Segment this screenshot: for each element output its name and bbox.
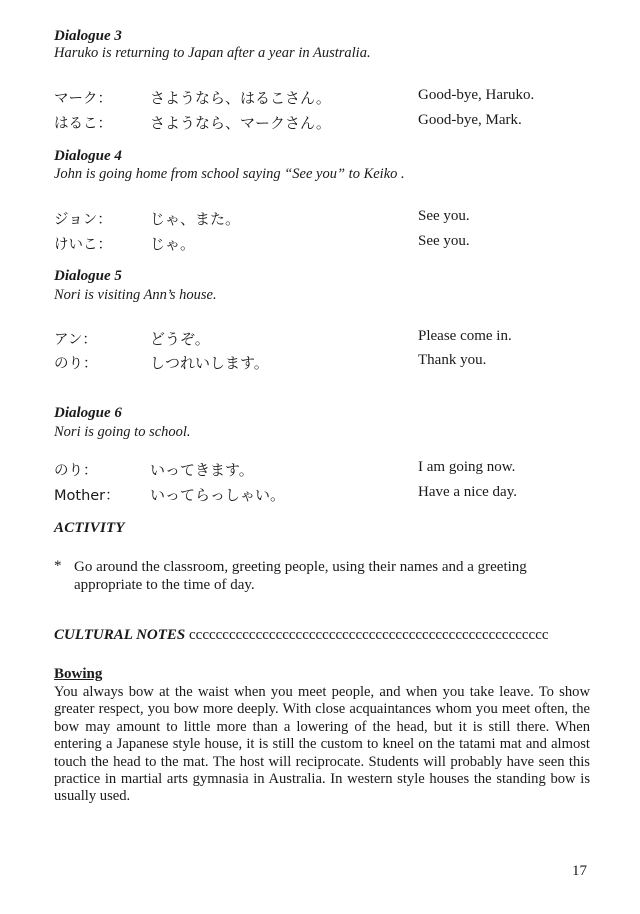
dialogue-6-subtitle: Nori is going to school. bbox=[54, 424, 191, 440]
dialogue-5-subtitle: Nori is visiting Ann’s house. bbox=[54, 287, 217, 303]
dialogue-3-line-1-speaker: マーク： bbox=[54, 91, 112, 107]
dialogue-4-line-1-speaker: ジョン： bbox=[54, 212, 112, 228]
dialogue-5-line-1-japanese: どうぞ。 bbox=[150, 330, 210, 348]
dialogue-5-line-2-speaker: のり： bbox=[54, 356, 98, 372]
cultural-notes-heading: CULTURAL NOTES bbox=[54, 627, 186, 643]
dialogue-4-line-2-japanese: じゃ。 bbox=[150, 235, 196, 253]
dialogue-3-line-2-english: Good-bye, Mark. bbox=[418, 112, 522, 128]
cultural-notes-line bbox=[54, 627, 549, 644]
activity-bullet: * bbox=[54, 558, 62, 574]
dialogue-6-line-1-speaker: のり： bbox=[54, 463, 98, 479]
dialogue-5-title: Dialogue 5 bbox=[54, 268, 122, 284]
bowing-heading: Bowing bbox=[54, 666, 103, 682]
dialogue-4-subtitle: John is going home from school saying “See you” to Keiko . bbox=[54, 166, 405, 182]
dialogue-5-line-1-english: Please come in. bbox=[418, 328, 512, 344]
dialogue-6-line-2-japanese: いってらっしゃい。 bbox=[150, 486, 286, 504]
activity-instruction: Go around the classroom, greeting people, using their names and a greeting appropriate to the time of day. bbox=[74, 559, 527, 593]
dialogue-3-line-1-japanese: さようなら、はるこさん。 bbox=[150, 89, 331, 107]
dialogue-3-line-2-japanese: さようなら、マークさん。 bbox=[150, 114, 331, 132]
dialogue-6-line-1-english: I am going now. bbox=[418, 459, 516, 475]
dialogue-6-title: Dialogue 6 bbox=[54, 405, 122, 421]
cultural-notes-trail: cccccccccccccccccccccccccccccccccccccccccccccccccccccc bbox=[189, 627, 549, 643]
dialogue-3-title: Dialogue 3 bbox=[54, 28, 122, 44]
dialogue-4-line-1-english: See you. bbox=[418, 208, 470, 224]
activity-heading: ACTIVITY bbox=[54, 520, 125, 536]
dialogue-4-line-2-speaker: けいこ： bbox=[54, 237, 112, 253]
dialogue-3-subtitle: Haruko is returning to Japan after a year in Australia. bbox=[54, 45, 371, 61]
dialogue-6-line-1-japanese: いってきます。 bbox=[150, 461, 254, 479]
dialogue-6-line-2-speaker: Mother： bbox=[54, 488, 120, 504]
dialogue-4-line-2-english: See you. bbox=[418, 233, 470, 249]
page-number: 17 bbox=[572, 863, 587, 879]
dialogue-5-line-2-english: Thank you. bbox=[418, 352, 487, 368]
dialogue-3-line-1-english: Good-bye, Haruko. bbox=[418, 87, 535, 103]
dialogue-5-line-2-japanese: しつれいします。 bbox=[150, 354, 269, 372]
dialogue-4-line-1-japanese: じゃ、また。 bbox=[150, 210, 241, 228]
dialogue-4-title: Dialogue 4 bbox=[54, 148, 122, 164]
dialogue-3-line-2-speaker: はるこ： bbox=[54, 116, 112, 132]
dialogue-6-line-2-english: Have a nice day. bbox=[418, 484, 517, 500]
bowing-paragraph: You always bow at the waist when you meet people, and when you take leave. To show greater respect, you bow more deeply. With close acquaintances whom you meet often, the bow may amount to little more than a lowering of the head, but it is still there. When entering a Japanese style house, it is still the custom to kneel on the tatami mat and almost touch the head to the mat. The host will reciprocate. Students will probably have seen this practice in martial arts gymnasia in Australia. In western style houses the standing bow is usually used. bbox=[54, 684, 590, 805]
dialogue-5-line-1-speaker: アン： bbox=[54, 332, 97, 348]
